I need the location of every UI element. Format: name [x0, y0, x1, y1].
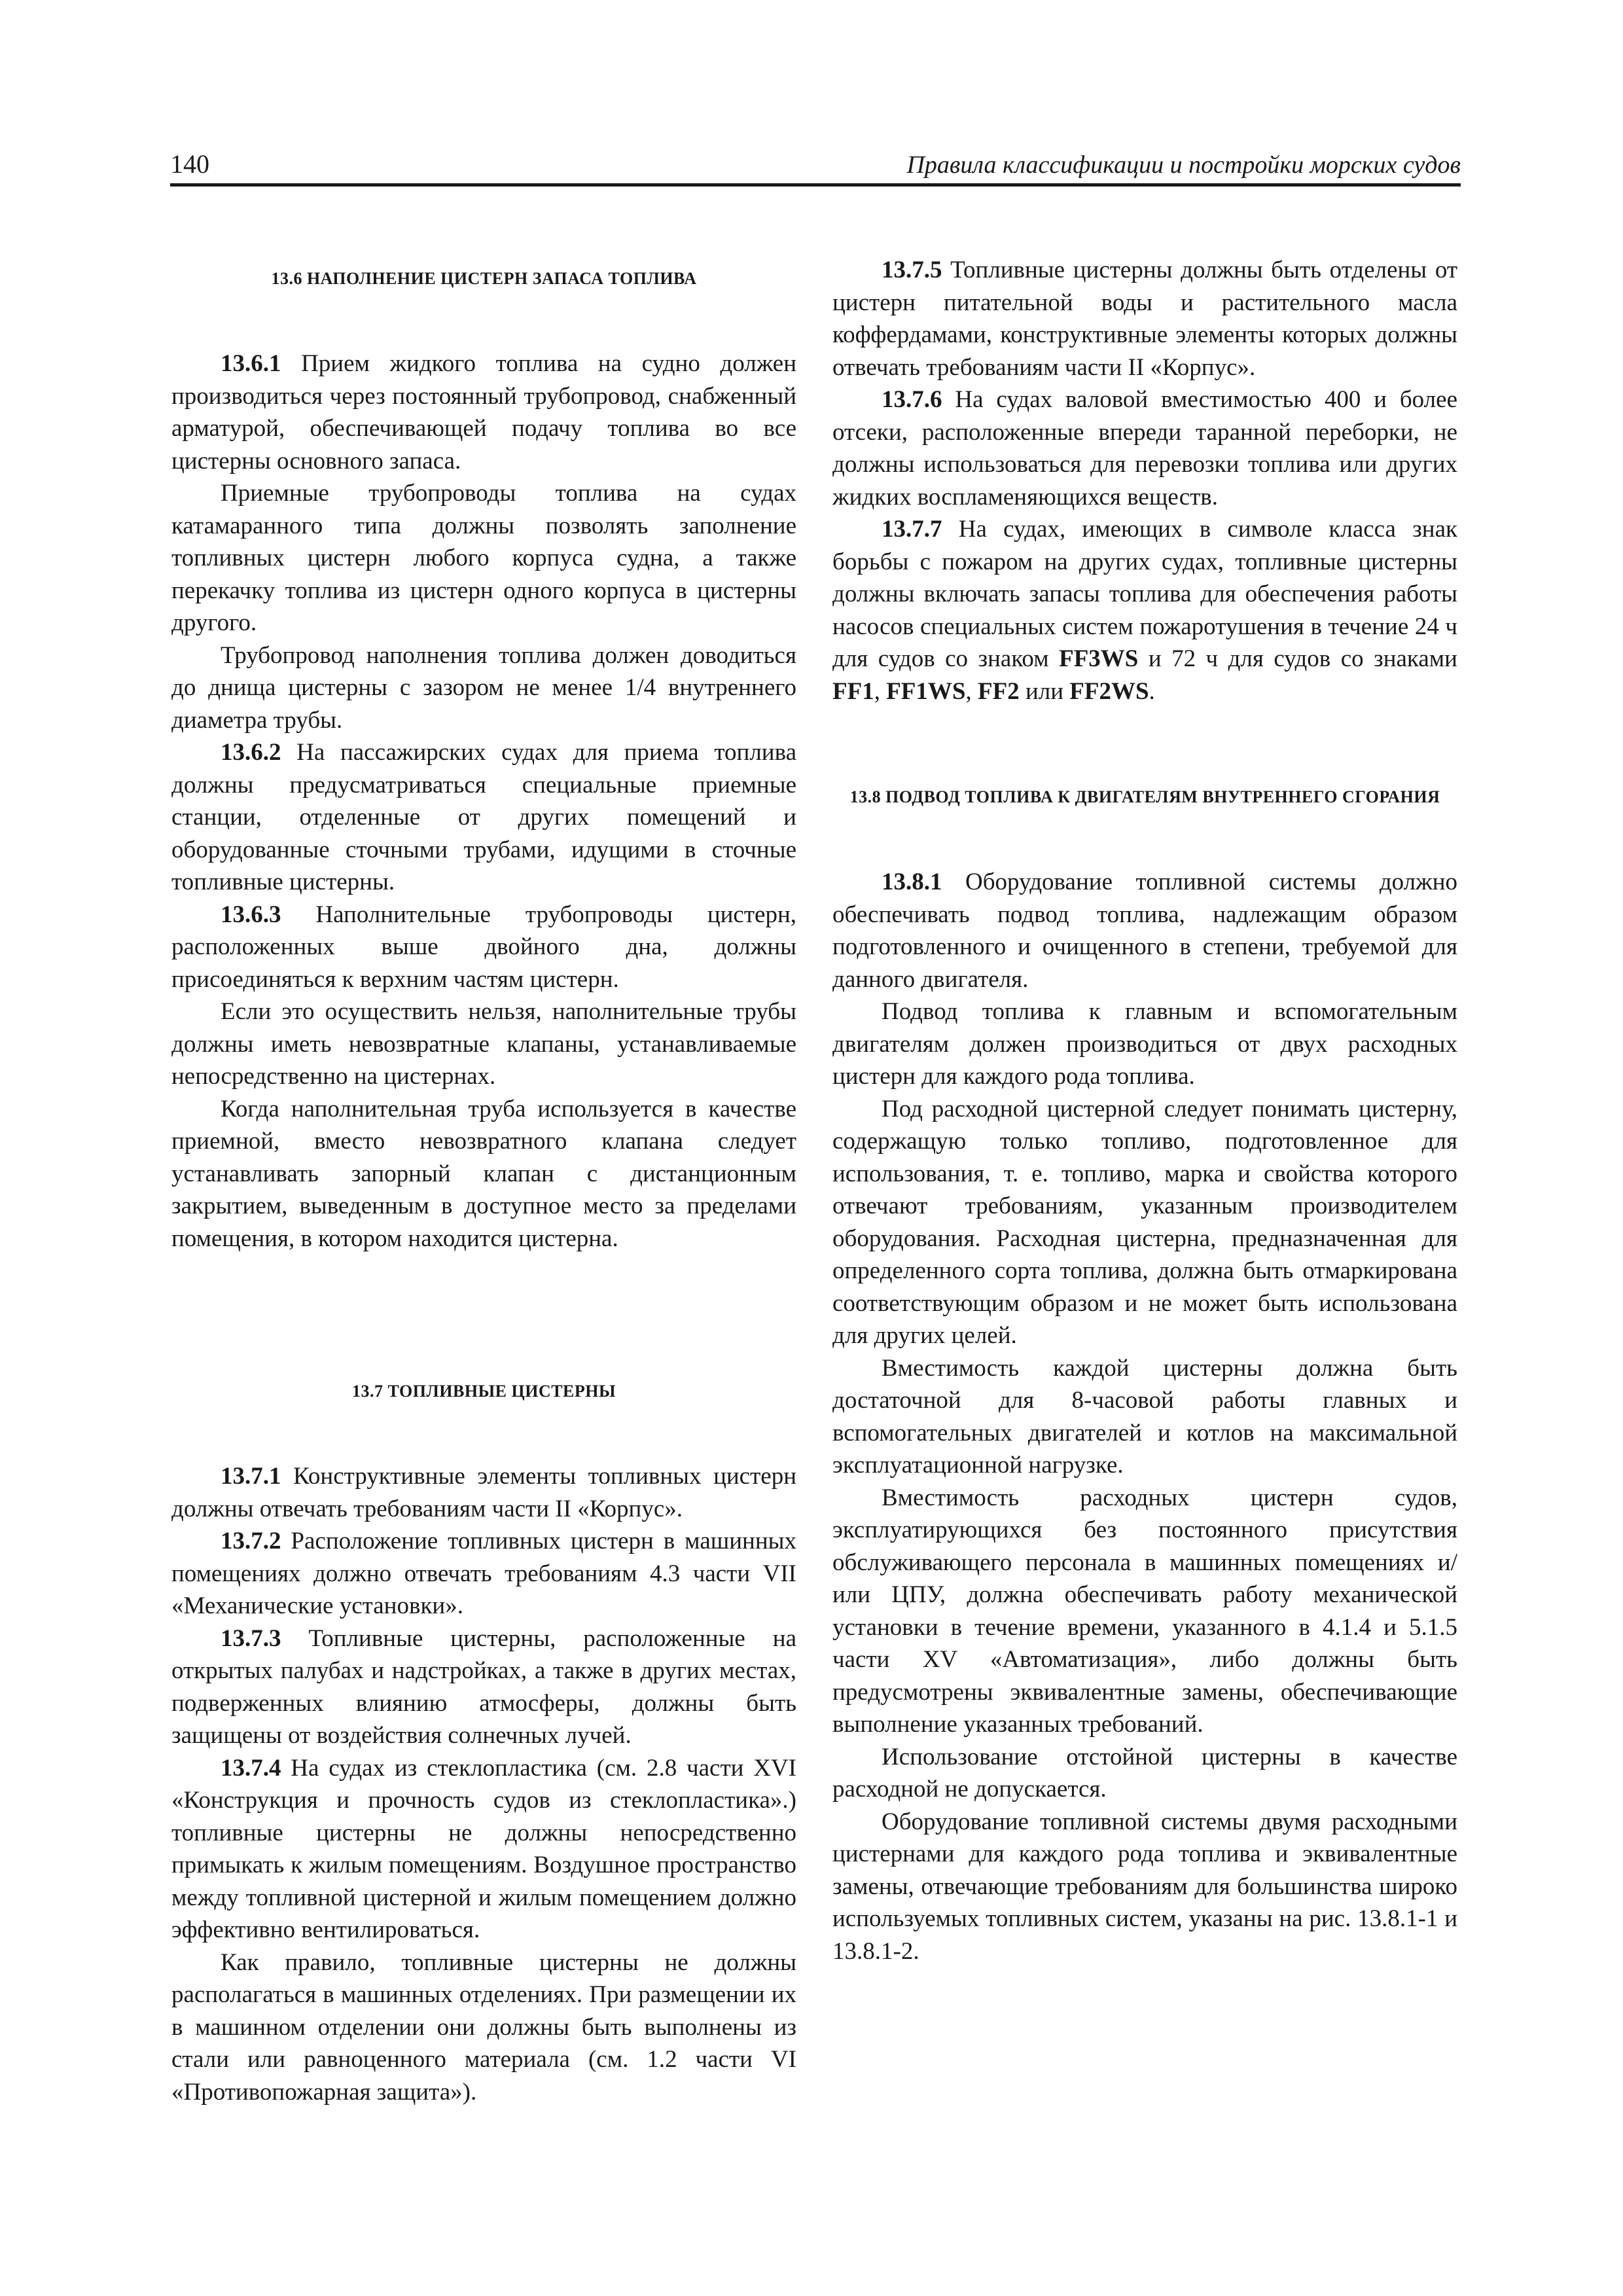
separator: ,	[874, 677, 887, 705]
page-header	[170, 139, 1461, 187]
separator: или	[1019, 677, 1070, 705]
clause-text: На пассажирских судах для приема топлива должны предусматриваться специальные приемные станции, отделенные от других помещений и оборудованные сточными трубами, идущими в сточные топливные цистерны.	[171, 739, 796, 895]
paragraph: Приемные трубопроводы топлива на судах катамаранного типа должны позволять заполнение топливных цистерн любого корпуса судна, а также перекачку топлива из цистерн одного корпуса в цистерны другого.	[171, 480, 796, 636]
clause-number: 13.7.5	[882, 257, 942, 283]
separator: .	[1149, 677, 1155, 705]
page-number: 140	[170, 149, 209, 179]
clause-text: и 72 ч для судов со знаками	[1138, 645, 1457, 672]
paragraph-13-7-1	[171, 1460, 796, 1525]
clause-number: 13.7.6	[882, 386, 942, 413]
clause-number: 13.6.3	[221, 901, 281, 928]
paragraph-13-7-5	[832, 254, 1457, 384]
paragraph: Оборудование топливной системы двумя расходными цистернами для каждого рода топлива и эквивалентные замены, отвечающие требованиям для большинства широко используемых топливных систем, указаны на рис. 13.8.1-1 и 13.8.1-2.	[832, 1808, 1457, 1965]
clause-number: 13.7.3	[221, 1624, 281, 1652]
clause-text: Прием жидкого топлива на судно должен производиться через постоянный трубопровод, снабженный арматурой, обеспечивающей подачу топлива во все цистерны основного запаса.	[171, 350, 796, 475]
left-column	[171, 259, 796, 2108]
paragraph-13-7-6	[832, 384, 1457, 513]
clause-text: Наполнительные трубопроводы цистерн, расположенных выше двойного дна, должны присоединяться к верхним частям цистерн.	[171, 901, 796, 993]
clause-text: На судах из стеклопластика (см. 2.8 части XVI «Конструкция и прочность судов из стеклопластика».) топливные цистерны не должны непосредственно примыкать к жилым помещениям. Воздушное пространство между топливной цистерной и жилым помещением должно эффективно вентилироваться.	[171, 1754, 796, 1943]
right-column	[832, 254, 1457, 1967]
class-mark-ff2: FF2	[977, 677, 1020, 705]
paragraph: Под расходной цистерной следует понимать цистерну, содержащую только топливо, подготовленное для использования, т. е. топливо, марка и свойства которого отвечают требованиям, указанным производителем оборудования. Расходная цистерна, предназначенная для определенного сорта топлива, должна быть отмаркирована соответствующим образом и не может быть использована для других целей.	[832, 1095, 1457, 1349]
paragraph-13-7-7	[832, 513, 1457, 708]
paragraph: Когда наполнительная труба используется в качестве приемной, вместо невозвратного клапана следует устанавливать запорный клапан с дистанционным закрытием, выведенным в доступное место за пределами помещения, в котором находится цистерна.	[171, 1095, 796, 1252]
clause-number: 13.6.1	[221, 350, 281, 377]
clause-text: Топливные цистерны должны быть отделены от цистерн питательной воды и растительного масла коффердамами, конструктивные элементы которых должны отвечать требованиям части II «Корпус».	[832, 257, 1457, 381]
paragraph: Если это осуществить нельзя, наполнительные трубы должны иметь невозвратные клапаны, устанавливаемые непосредственно на цистернах.	[171, 998, 796, 1090]
paragraph: Вместимость каждой цистерны должна быть достаточной для 8-часовой работы главных и вспомогательных двигателей и котлов на максимальной эксплуатационной нагрузке.	[832, 1354, 1457, 1479]
clause-number: 13.7.4	[221, 1754, 281, 1782]
paragraph-13-6-3	[171, 899, 796, 996]
separator: ,	[965, 677, 978, 705]
clause-text: На судах, имеющих в символе класса знак борьбы с пожаром на других судах, топливные цистерны должны включать запасы топлива для обеспечения работы насосов специальных систем пожаротушения в течение 24 ч для судов со знаком	[832, 516, 1457, 672]
paragraph: Вместимость расходных цистерн судов, эксплуатирующихся без постоянного присутствия обслуживающего персонала в машинных помещениях и/или ЦПУ, должна обеспечивать работу механической установки в течение времени, указанного в 4.1.4 и 5.1.5 части XV «Автоматизация», либо должны быть предусмотрены эквивалентные замены, обеспечивающие выполнение указанных требований.	[832, 1484, 1457, 1738]
running-title: Правила классификации и постройки морских судов	[906, 151, 1461, 179]
paragraph: Как правило, топливные цистерны не должны располагаться в машинных отделениях. При размещении их в машинном отделении они должны быть выполнены из стали или равноценного материала (см. 1.2 части VI «Противопожарная защита»).	[171, 1948, 796, 2106]
clause-number: 13.7.7	[882, 516, 942, 543]
paragraph-13-7-3	[171, 1623, 796, 1752]
section-heading-13-8: 13.8 ПОДВОД ТОПЛИВА К ДВИГАТЕЛЯМ ВНУТРЕННЕГО СГОРАНИЯ	[849, 787, 1440, 806]
clause-text: На судах валовой вместимостью 400 и более отсеки, расположенные впереди таранной переборки, не должны использоваться для перевозки топлива или других жидких воспламеняющихся веществ.	[832, 386, 1457, 511]
class-mark-ff1: FF1	[832, 677, 874, 705]
paragraph: Трубопровод наполнения топлива должен доводиться до днища цистерны с зазором не менее 1/4 внутреннего диаметра трубы.	[171, 641, 796, 734]
paragraph: Подвод топлива к главным и вспомогательным двигателям должен производиться от двух расходных цистерн для каждого рода топлива.	[832, 998, 1457, 1090]
clause-number: 13.7.2	[221, 1528, 281, 1554]
paragraph: Использование отстойной цистерны в качестве расходной не допускается.	[832, 1743, 1457, 1803]
clause-text: Оборудование топливной системы должно обеспечивать подвод топлива, надлежащим образом подготовленного и очищенного в степени, требуемой для данного двигателя.	[832, 869, 1457, 993]
class-mark-ff2ws: FF2WS	[1069, 677, 1149, 705]
section-heading-13-7: 13.7 ТОПЛИВНЫЕ ЦИСТЕРНЫ	[351, 1382, 616, 1401]
clause-text: Расположение топливных цистерн в машинных помещениях должно отвечать требованиям 4.3 части VII «Механические установки».	[171, 1528, 796, 1619]
paragraph-13-8-1	[832, 866, 1457, 996]
paragraph-13-7-2	[171, 1525, 796, 1623]
paragraph-13-6-2	[171, 736, 796, 899]
paragraph-13-7-4	[171, 1752, 796, 1946]
section-heading-13-6: 13.6 НАПОЛНЕНИЕ ЦИСТЕРН ЗАПАСА ТОПЛИВА	[271, 269, 697, 288]
clause-number: 13.7.1	[221, 1463, 281, 1490]
clause-number: 13.8.1	[882, 869, 942, 895]
clause-text: Конструктивные элементы топливных цистерн должны отвечать требованиям части II «Корпус».	[171, 1463, 796, 1522]
class-mark-ff3ws: FF3WS	[1059, 645, 1139, 672]
class-mark-ff1ws: FF1WS	[886, 677, 966, 705]
clause-text: Топливные цистерны, расположенные на открытых палубах и надстройках, а также в других местах, подверженных влиянию атмосферы, должны быть защищены от воздействия солнечных лучей.	[171, 1624, 796, 1749]
clause-number: 13.6.2	[221, 739, 281, 766]
paragraph-13-6-1	[171, 348, 796, 477]
